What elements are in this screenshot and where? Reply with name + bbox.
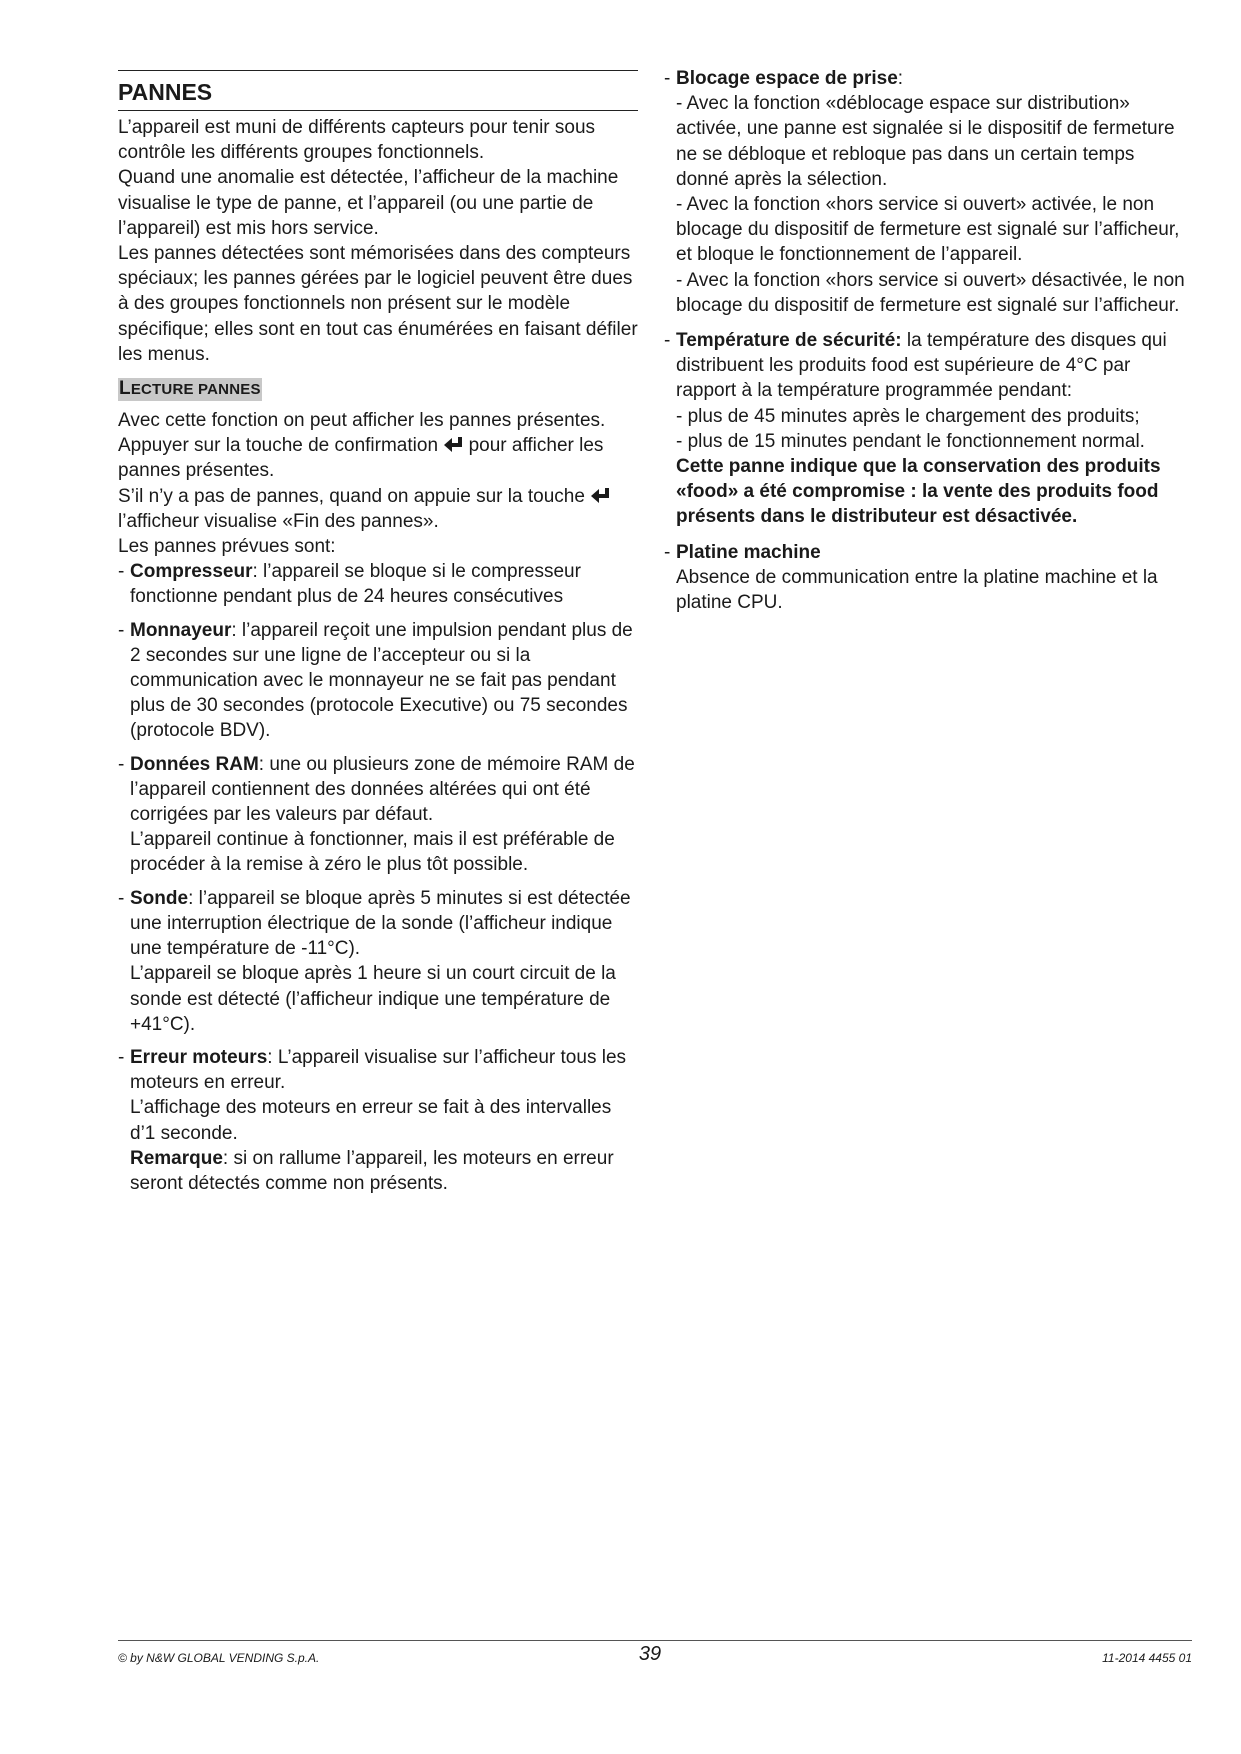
fault-text: : L’appareil visualise sur l’afficheur tous les moteurs en erreur. — [130, 1046, 627, 1094]
fault-text: la température des disques qui distribuent les produits food est supérieure de 4°C par rapport à la température programmée pendant: — [676, 330, 1167, 402]
fault-item-monnayeur: - Monnayeur: l’appareil reçoit une impulsion pendant plus de 2 secondes sur une ligne de l’accepteur ou si la communication avec le monnayeur ne se fait pas pendant plus de 30 secondes (protocole Executive) ou 75 secondes (protocole BDV). — [118, 619, 633, 742]
fault-line: - Avec la fonction «hors service si ouvert» désactivée, le non blocage du dispositif de fermeture est signalé sur l’afficheur. — [676, 269, 1185, 316]
fault-item-temperature-securite: - Température de sécurité: la température des disques qui distribuent les produits food est supérieure de 4°C par rapport à la température programmée pendant: - plus de 45 minutes après le chargement des produits; - plus de 15 minutes pendant le fonctionnement normal. Cette panne indique que la conservation des produits «food» a été compromise : la vente des produits food présents dans le distributeur est désactivée. — [664, 328, 1192, 530]
fault-text: : l’appareil reçoit une impulsion pendant plus de 2 secondes sur une ligne de l’accepteur ou si la communication avec le monnayeur ne se fait pas pendant plus de 30 secondes (protocole Executive) ou 75 secondes (protocole BDV). — [130, 619, 633, 742]
fault-text: : l’appareil se bloque si le compresseur fonctionne pendant plus de 24 heures consécutives — [130, 561, 581, 608]
lecture-paragraph: S’il n’y a pas de pannes, quand on appuie sur la touche l’afficheur visualise «Fin des pannes». — [118, 484, 638, 534]
fault-keyword: Blocage espace de prise — [676, 68, 898, 89]
fault-keyword: Monnayeur — [130, 619, 232, 641]
section-intro — [118, 115, 638, 367]
fault-item-donnees-ram: - Données RAM: une ou plusieurs zone de mémoire RAM de l’appareil contiennent des données altérées qui ont été corrigées par les valeurs par défaut. L’appareil continue à fonctionner, mais il est préférable de procéder à la remise à zéro le plus tôt possible. — [118, 752, 638, 878]
fault-keyword: Compresseur — [130, 561, 253, 583]
fault-extra: L’affichage des moteurs en erreur se fait à des intervalles d’1 seconde. — [130, 1097, 612, 1144]
lecture-paragraph: Avec cette fonction on peut afficher les pannes présentes. — [118, 410, 606, 432]
lecture-pannes-heading: LECTURE PANNES — [119, 378, 261, 400]
document-reference: 11-2014 4455 01 — [1102, 1651, 1192, 1665]
fault-extra: L’appareil se bloque après 1 heure si un court circuit de la sonde est détecté (l’afficheur indique une température de +41°C). — [130, 963, 616, 1035]
fault-text: Absence de communication entre la platine machine et la platine CPU. — [676, 566, 1158, 614]
intro-paragraph: Les pannes détectées sont mémorisées dans des compteurs spéciaux; les pannes gérées par le logiciel peuvent être dues à des groupes fonctionnels non présent sur le modèle spécifique; elles sont en tout cas énumérées en faisant défiler les menus. — [118, 243, 638, 365]
fault-text: : l’appareil se bloque après 5 minutes si est détectée une interruption électrique de la sonde (l’afficheur indique une température de -11°C). — [130, 887, 631, 960]
fault-line: - plus de 15 minutes pendant le fonctionnement normal. — [676, 430, 1145, 452]
fault-line: - Avec la fonction «hors service si ouvert» activée, le non blocage du dispositif de fermeture est signalé sur l’afficheur, et bloque le fonctionnement de l’appareil. — [676, 194, 1180, 266]
fault-keyword: Sonde — [130, 887, 189, 909]
fault-item-sonde: - Sonde: l’appareil se bloque après 5 minutes si est détectée une interruption électrique de la sonde (l’afficheur indique une température de -11°C). L’appareil se bloque après 1 heure si un court circuit de la sonde est détecté (l’afficheur indique une température de +41°C). — [118, 886, 638, 1037]
footer-rule — [118, 1640, 1192, 1641]
fault-line: - plus de 45 minutes après le chargement des produits; — [676, 405, 1140, 427]
lecture-paragraph: Appuyer sur la touche de confirmation pour afficher les pannes présentes. — [118, 435, 604, 482]
section-title: PANNES — [118, 71, 638, 111]
intro-paragraph: Quand une anomalie est détectée, l’afficheur de la machine visualise le type de panne, et l’appareil (ou une partie de l’appareil) est mis hors service. — [118, 167, 619, 239]
fault-keyword: Platine machine — [676, 541, 821, 563]
lecture-paragraph: Les pannes prévues sont: — [118, 536, 336, 558]
fault-item-platine-machine: - Platine machine Absence de communication entre la platine machine et la platine CPU. — [664, 540, 1192, 616]
enter-key-icon — [443, 436, 463, 454]
right-column — [664, 66, 1192, 615]
fault-line: - Avec la fonction «déblocage espace sur distribution» activée, une panne est signalée si le dispositif de fermeture ne se débloque et rebloque pas dans un certain temps donné après la sélection. — [676, 93, 1175, 190]
intro-paragraph: L’appareil est muni de différents capteurs pour tenir sous contrôle les différents groupes fonctionnels. — [118, 117, 596, 164]
page-number: 39 — [638, 1643, 662, 1665]
fault-keyword: Erreur moteurs — [130, 1046, 268, 1068]
fault-keyword: Température de sécurité: — [676, 330, 902, 352]
fault-item-erreur-moteurs: - Erreur moteurs: L’appareil visualise sur l’afficheur tous les moteurs en erreur. L’affichage des moteurs en erreur se fait à des intervalles d’1 seconde. Remarque: si on rallume l’appareil, les moteurs en erreur seront détectés comme non présents. — [118, 1045, 638, 1196]
fault-remark: Remarque: si on rallume l’appareil, les moteurs en erreur seront détectés comme non présents. — [130, 1147, 614, 1194]
enter-key-icon — [590, 487, 610, 505]
left-column — [118, 64, 638, 1196]
fault-item-blocage-espace: - Blocage espace de prise: - Avec la fonction «déblocage espace sur distribution» activée, une panne est signalée si le dispositif de fermeture ne se débloque et rebloque pas dans un certain temps donné après la sélection. - Avec la fonction «hors service si ouvert» activée, le non blocage du dispositif de fermeture est signalé sur l’afficheur, et bloque le fonctionnement de l’appareil. - Avec la fonction «hors service si ouvert» désactivée, le non blocage du dispositif de fermeture est signalé sur l’afficheur. — [664, 66, 1192, 318]
fault-warning: Cette panne indique que la conservation des produits «food» a été compromise : la vente des produits food présents dans le distributeur est désactivée. — [676, 456, 1161, 528]
fault-text: : une ou plusieurs zone de mémoire RAM de l’appareil contiennent des données altérées qui ont été corrigées par les valeurs par défaut. — [130, 753, 635, 826]
fault-keyword: Données RAM — [130, 753, 259, 775]
fault-extra: L’appareil continue à fonctionner, mais il est préférable de procéder à la remise à zéro le plus tôt possible. — [130, 829, 615, 876]
footer-copyright: © by N&W GLOBAL VENDING S.p.A. — [118, 1651, 320, 1665]
fault-item-compresseur: - Compresseur: l’appareil se bloque si le compresseur fonctionne pendant plus de 24 heures consécutives — [118, 561, 581, 608]
